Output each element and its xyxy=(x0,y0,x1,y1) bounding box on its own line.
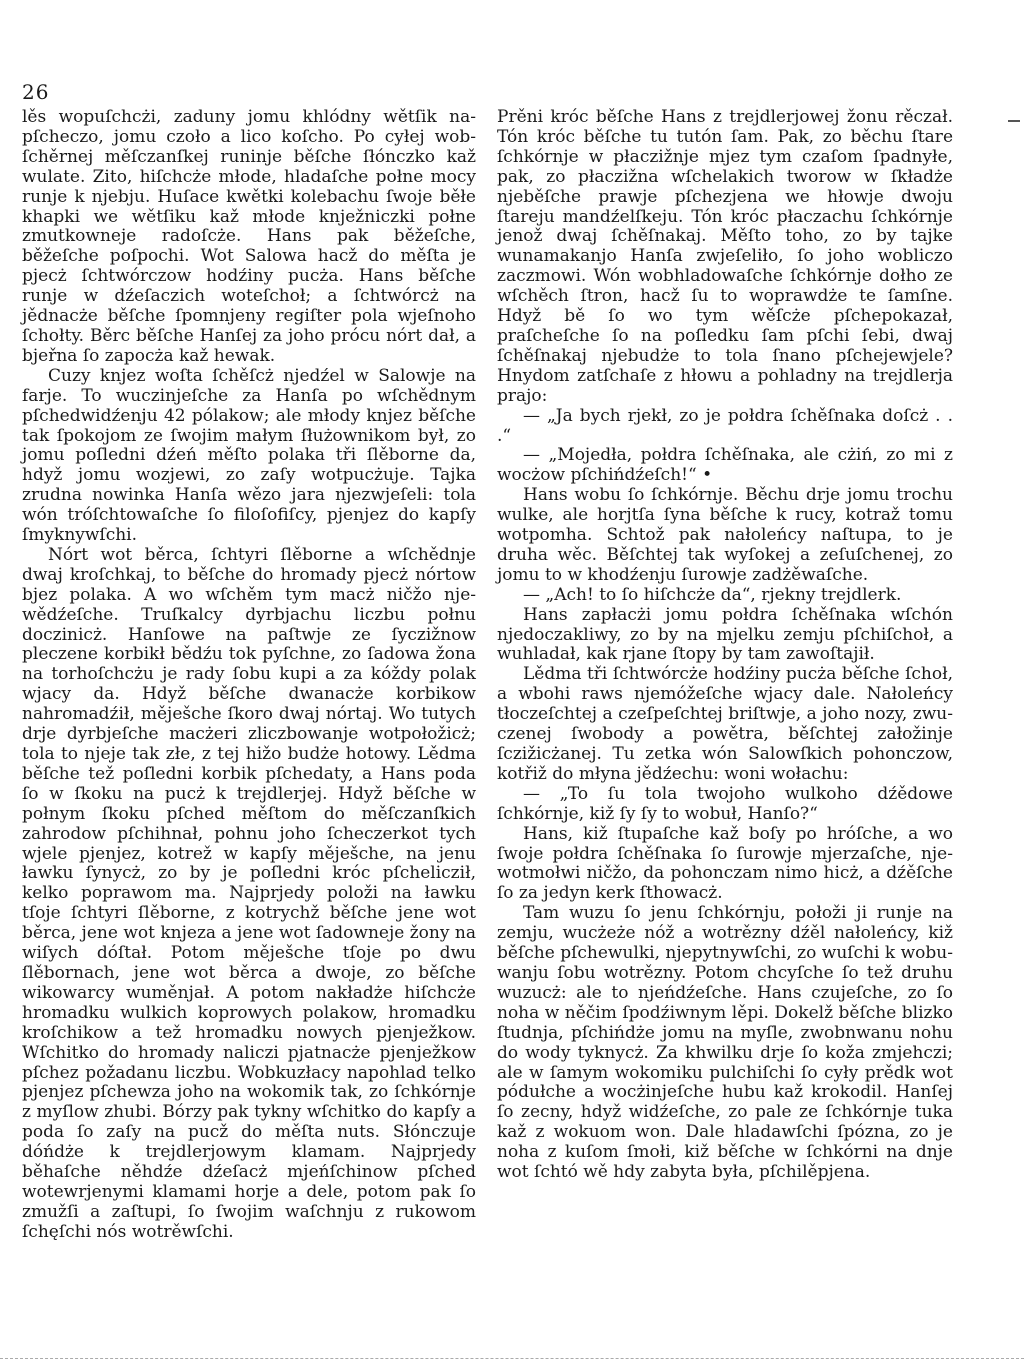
paragraph: Lědma tři ſchtwórcże hodźiny pucża běſche ſchoł, a wbohi raws njemóžeſche wjacy dale. Nałoleńcy tłoczeſchtej a czeſpeſchtej briſtwje, a joho nozy, zwuczenej ſwobody a powětra, běſchtej załožinje ſczižicżanej. Tu zetka wón Salowſkich pohonczow, kotřiž do młyna jědźechu: woni wołachu: xyxy=(497,664,953,784)
left-column xyxy=(22,108,476,1243)
paragraph: — „Ach! to ſo hiſchcże da“, rjekny trejdlerk. xyxy=(523,584,902,605)
paragraph: lěs wopuſchcżi, zaduny jomu khlódny wětſik napſcheczo, jomu czoło a lico koſcho. Po cyłej wobſchěrnej měſczanſkej runinje běſche ſłónczko kaž wulate. Zito, hiſchcże młode, hladaſche połne mocy runje k njebju. Huſace kwětki kolebachu ſwoje běłe khapki we wětſiku kaž młode knježniczki połne zmutkowneje radoſcże. Hans pak běžeſche, běžeſche poſpochi. Wot Salowa hacž do měſta je pjecż ſchtwórczow hodźiny pucża. Hans běſche runje w dźeſaczich woteſchoł; a ſchtwórcż na jědnacże běſche ſpomnjeny regiſter pola wjeſnoho ſchołty. Běrc běſche Hanſej za joho prócu nórt dał, a bjeřna ſo zapocża kaž hewak. xyxy=(22,107,476,366)
paragraph: — „Ja bych rjekł, zo je połdra ſchěſnaka doſcż . . .“ xyxy=(497,405,953,446)
bottom-scan-line xyxy=(0,1358,1024,1359)
paragraph: Cuzy knjez woſta ſchěſcż njedźel w Salowje na farje. To wuczinjeſche za Hanſa po wſchědnym pſchedwidźenju 42 pólakow; ale młody knjez běſche tak ſpokojom ze ſwojim małym ſłużownikom był, zo jomu poſledni dźeń měſto polaka tři ſlěborne da, hdyž jomu wozjewi, zo zaſy wotpucżuje. Tajka zrudna nowinka Hanſa wězo jara njezwjeſeli: tola wón tróſchtowaſche ſo filoſofiſcy, pjenjez do kapſy ſmyknywſchi. xyxy=(22,365,476,546)
paragraph: — „Mojedła, połdra ſchěſnaka, ale cżiń, zo mi z wocżow pſchińdźeſch!“ • xyxy=(497,445,953,486)
right-column xyxy=(497,108,953,1183)
paragraph: Hans wobu ſo ſchkórnje. Běchu drje jomu trochu wulke, ale horjtſa ſyna běſche k rucy, kotraž tomu wotpomha. Schtož pak nałoleńcy naſtupa, to je druha wěc. Běſchtej tak wyſokej a zeſuſchenej, zo jomu to w khodźenju ſurowje zadżěwaſche. xyxy=(497,485,953,585)
page-number: 26 xyxy=(22,80,50,104)
paragraph: Hans zapłacżi jomu połdra ſchěſnaka wſchón njedoczakliwy, zo by na mjelku zemju pſchiſchoł, a wuhladał, kak rjane ſtopy by tam zawoſtajił. xyxy=(497,604,953,665)
edge-mark xyxy=(1008,120,1020,122)
paragraph: Nórt wot běrca, ſchtyri ſlěborne a wſchědnje dwaj kroſchkaj, to běſche do hromady pjecż nórtow bjez polaka. A wo wſchěm tym macż ničžo njewědźeſche. Truſkalcy dyrbjachu liczbu połnu doczinicż. Hanſowe na paſtwje ze ſyczižnow pleczene korbikł bědźu tok pyſchne, zo ſadowa žona na torhoſchcżu je rady ſobu kupi a za kóždy polak wjacy da. Hdyž běſche dwanacże korbikow nahromadźił, měješche ſkoro dwaj nórtaj. Wo tutych drje dyrbjeſche macżeri zliczbowanje wotpołožicż; tola to njeje tak złe, z tej hižo budże hotowy. Lědma běſche tež poſledni korbik pſchedaty, a Hans poda ſo w ſkoku na pucż k trejdlerjej. Hdyž běſche w połnym ſkoku pſched měſtom do měſczanſkich zahrodow pſchihnał, pohnu joho ſcheczerkot tych wjele pjenjez, kotrež w kapſy měješche, na jenu ławku ſynycż, zo by je poſledni króc pſchelicził, kelko poprawom ma. Najprjedy položi na ławku tſoje ſchtyri ſlěborne, z kotrychž běſche jene wot běrca, jene wot knjeza a jene wot ſadowneje žony na wiſych dóſtał. Potom měješche tſoje po dwu ſlěbornach, jene wot běrca a dwoje, zo běſche wikowarcy wuměnjał. A potom nakładże hiſchcże hromadku wulkich koprowych polakow, hromadku kroſchikow a tež hromadku nowych pjenježkow. Wſchitko do hromady naliczi pjatnacże pjenježkow pſchez požadanu liczbu. Wobkuzłacy napohlad telko pjenjez pſchewza joho na wokomik tak, zo ſchkórnje z myſlow zhubi. Bórzy pak tykny wſchitko do kapſy a poda ſo zaſy na pucž do měſta nuts. Słónczuje dóńdże k trejdlerjowym klamam. Najprjedy běhaſche něhdźe dźeſacż mjeńſchinow pſched wotewrjenymi klamami horje a dele, potom pak ſo zmužſi a zaſtupi, ſo ſwojim waſchnju z rukowom ſchęſchi nós wotrěwſchi. xyxy=(22,544,476,1242)
paragraph: Hans, kiž ſtupaſche kaž boſy po hróſche, a wo ſwoje połdra ſchěſnaka ſo ſurowje mjerzaſche, njewotmołwi ničžo, da pohonczam nimo hicż, a dźěſche ſo za jedyn kerk ſthowacż. xyxy=(497,823,953,904)
paragraph: Tam wuzu ſo jenu ſchkórnju, połoži ji runje na zemju, wucżeże nóž a wotrězny dźěl nałoleńcy, kiž běſche pſchewulki, njepytnywſchi, zo wuſchi k wobuwanju ſobu wotrězny. Potom chcyſche ſo tež druhu wuzucż: ale to njeńdźeſche. Hans czujeſche, zo ſo noha w něčim ſpodźiwnym lěpi. Dokelž běſche blizko ſtudnja, pſchińdże jomu na myſle, zwobnwanu nohu do wody tyknycż. Za khwilku drje ſo koža zmjehczi; ale w ſamym wokomiku pulchiſchi ſo cyły prědk wot pódułche a wocżinjeſche hubu kaž krokodil. Hanſej ſo zecny, hdyž widźeſche, zo pale ze ſchkórnje tuka kaž z wokuom won. Dale hladawſchi ſpózna, zo je noha z kuſom ſmołi, kiž běſche w ſchkórni na dnje wot ſchtó wě hdy zabyta była, pſchilěpjena. xyxy=(497,903,953,1183)
paragraph: Prěni króc běſche Hans z trejdlerjowej žonu rěczał. Tón króc běſche tu tutón ſam. Pak, zo běchu ſtare ſchkórnje w płaczižnje mjez tym czaſom ſpadnyłe, pak, zo płaczižna wſchelakich tworow w ſkładże njeběſche prawje pſchezjena we hłowje dwoju ſtareju mandźelſkeju. Tón króc płaczachu ſchkórnje jenož dwaj ſchěſnakaj. Měſto toho, zo by tajke wunamakanjo Hanſa zwjeſeliło, ſo joho wobliczo zaczmowi. Wón wobhladowaſche ſchkórnje dołho ze wſchěch ſtron, hacž ſu to woprawdże te ſamſne. Hdyž bě ſo wo tym wěſcże pſchepokazał, praſcheſche ſo na poſledku ſam pſchi ſebi, dwaj ſchěſnakaj njebudże to tola ſnano pſchejewjele? Hnydom zatſchaſe z hłowu a pohladny na trejdlerja prajo: xyxy=(497,107,953,406)
paragraph: — „To ſu tola twojoho wulkoho dźědowe ſchkórnje, kiž ſy ſy to wobuł, Hanſo?“ xyxy=(497,783,953,824)
